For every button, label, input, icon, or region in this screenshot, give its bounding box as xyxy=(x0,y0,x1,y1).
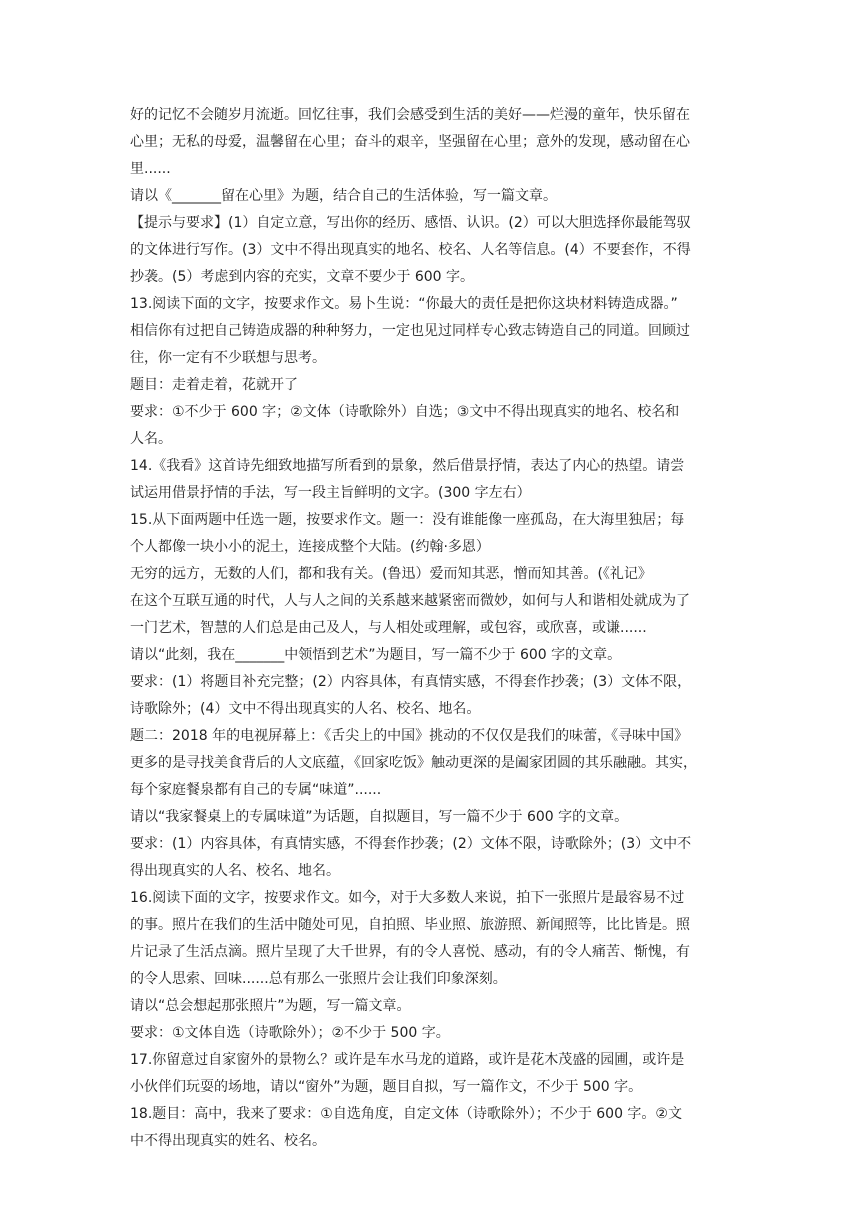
text-line: 里...... xyxy=(130,161,171,177)
text-line: 更多的是寻找美食背后的人文底蕴，《回家吃饭》触动更深的是阖家团圆的其乐融融。其实， xyxy=(130,755,697,771)
text-line: 15.从下面两题中任选一题，按要求作文。题一：没有谁能像一座孤岛，在大海里独居；每 xyxy=(130,512,685,528)
text-line: 相信你有过把自己铸造成器的种种努力，一定也见过同样专心致志铸造自己的同道。回顾过 xyxy=(130,323,690,339)
text-line: 每个家庭餐泉都有自己的专属“味道”...... xyxy=(130,782,382,798)
text-line: 无穷的远方，无数的人们，都和我有关。(鲁迅）爱而知其恶，憎而知其善。(《礼记》 xyxy=(130,566,652,582)
text-line: 17.你留意过自家窗外的景物么？或许是车水马龙的道路，或许是花木茂盛的园圃，或许是 xyxy=(130,1052,685,1068)
text-line: 要求：①文体自选（诗歌除外）；②不少于 500 字。 xyxy=(130,1025,450,1041)
text-line: 18.题目：高中，我来了要求：①自选角度，自定文体（诗歌除外）；不少于 600 字。②文 xyxy=(130,1106,682,1122)
text-line: 的令人思索、回味......总有那么一张照片会让我们印象深刻。 xyxy=(130,971,507,987)
text-line: 请以“此刻，我在_______中领悟到艺术”为题目，写一篇不少于 600 字的文章。 xyxy=(130,647,622,663)
text-line: 要求：①不少于 600 字；②文体（诗歌除外）自选；③文中不得出现真实的地名、校名和 xyxy=(130,404,680,420)
text-line: 的事。照片在我们的生活中随处可见，自拍照、毕业照、旅游照、新闻照等，比比皆是。照 xyxy=(130,917,690,933)
text-line: 好的记忆不会随岁月流逝。回忆往事，我们会感受到生活的美好——烂漫的童年，快乐留在 xyxy=(130,107,690,123)
text-line: 片记录了生活点滴。照片呈现了大千世界，有的令人喜悦、感动，有的令人痛苦、惭愧，有 xyxy=(130,944,690,960)
text-line: 要求：(1）内容具体，有真情实感，不得套作抄袭；(2）文体不限，诗歌除外；(3）文中不 xyxy=(130,836,692,852)
text-line: 试运用借景抒情的手法，写一段主旨鲜明的文字。(300 字左右） xyxy=(130,485,531,501)
text-line: 要求：(1）将题目补充完整；(2）内容具体，有真情实感，不得套作抄袭；(3）文体不限， xyxy=(130,674,692,690)
text-line: 请以“我家餐桌上的专属味道”为话题，自拟题目，写一篇不少于 600 字的文章。 xyxy=(130,809,629,825)
text-line: 往，你一定有不少联想与思考。 xyxy=(130,350,326,366)
text-line: 个人都像一块小小的泥土，连接成整个大陆。(约翰·多恩） xyxy=(130,539,490,555)
text-line: 请以“总会想起那张照片”为题，写一篇文章。 xyxy=(130,998,411,1014)
text-line: 人名。 xyxy=(130,431,172,447)
text-line: 【提示与要求】(1）自定立意，写出你的经历、感悟、认识。(2）可以大胆选择你最能驾驭 xyxy=(130,215,691,231)
text-line: 题目：走着走着，花就开了 xyxy=(130,377,298,393)
text-line: 诗歌除外；(4）文中不得出现真实的人名、校名、地名。 xyxy=(130,701,481,717)
text-line: 得出现真实的人名、校名、地名。 xyxy=(130,863,340,879)
text-line: 心里；无私的母爱，温馨留在心里；奋斗的艰辛，坚强留在心里；意外的发现，感动留在心 xyxy=(130,134,690,150)
text-line: 题二：2018 年的电视屏幕上：《舌尖上的中国》挑动的不仅仅是我们的味蕾，《寻味中国》 xyxy=(130,728,689,744)
text-line: 中不得出现真实的姓名、校名。 xyxy=(130,1133,326,1149)
text-line: 13.阅读下面的文字，按要求作文。易卜生说：“你最大的责任是把你这块材料铸造成器。” xyxy=(130,296,678,312)
text-line: 小伙伴们玩耍的场地，请以“窗外”为题，题目自拟，写一篇作文，不少于 500 字。 xyxy=(130,1079,643,1095)
text-line: 请以《_______留在心里》为题，结合自己的生活体验，写一篇文章。 xyxy=(130,188,557,204)
text-line: 抄袭。(5）考虑到内容的充实，文章不要少于 600 字。 xyxy=(130,269,474,285)
text-line: 16.阅读下面的文字，按要求作文。如今，对于大多数人来说，拍下一张照片是最容易不过 xyxy=(130,890,685,906)
text-line: 一门艺术，智慧的人们总是由己及人，与人相处或理解，或包容，或欣喜，或谦...... xyxy=(130,620,647,636)
text-line: 的文体进行写作。(3）文中不得出现真实的地名、校名、人名等信息。(4）不要套作，不得 xyxy=(130,242,691,258)
text-line: 在这个互联互通的时代，人与人之间的关系越来越紧密而微妙，如何与人和谐相处就成为了 xyxy=(130,593,690,609)
text-line: 14.《我看》这首诗先细致地描写所看到的景象，然后借景抒情，表达了内心的热望。请尝 xyxy=(130,458,685,474)
